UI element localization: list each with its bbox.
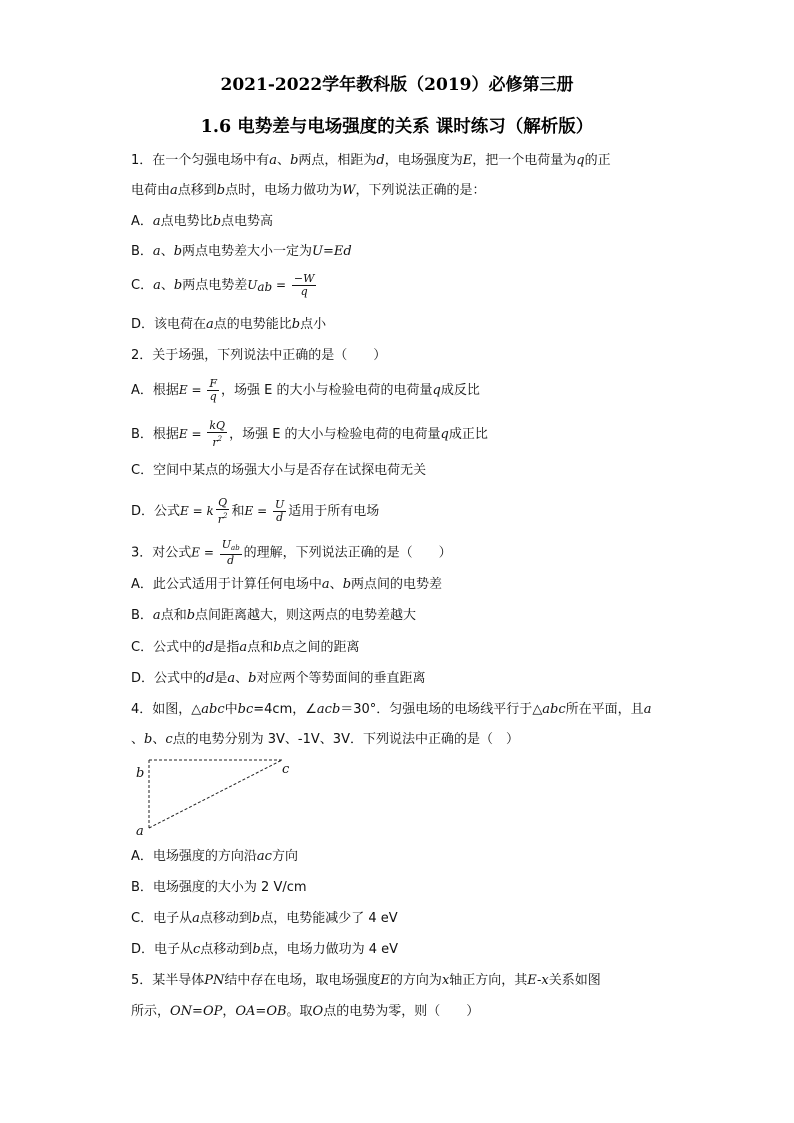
var-E: E bbox=[191, 545, 201, 560]
text: 电荷由 bbox=[131, 183, 171, 198]
superscript-2: 2 bbox=[217, 435, 223, 443]
text: 1．在一个匀强电场中有 bbox=[131, 153, 270, 168]
var-b: b bbox=[252, 942, 261, 957]
var-q: q bbox=[432, 383, 441, 398]
q2-option-a bbox=[131, 378, 480, 403]
var-W: W bbox=[342, 183, 356, 198]
var-q: q bbox=[576, 153, 585, 168]
eq-oa-ob: OA=OB bbox=[235, 1004, 287, 1019]
q5-stem-line-2 bbox=[131, 1003, 479, 1021]
q1-option-d bbox=[131, 316, 326, 334]
var-a: a bbox=[269, 153, 278, 168]
var-a: a bbox=[152, 214, 161, 229]
triangle-abc-figure bbox=[132, 756, 302, 838]
var-b: b bbox=[273, 640, 282, 655]
q5-stem-line-1 bbox=[131, 972, 601, 990]
denominator bbox=[207, 433, 227, 449]
eq-on-op: ON=OP bbox=[170, 1004, 223, 1019]
text: D．公式中的 bbox=[131, 671, 207, 686]
q4-option-b: B．电场强度的大小为 2 V/cm bbox=[131, 880, 307, 895]
var-a: a bbox=[321, 577, 330, 592]
equals-sign: = bbox=[187, 427, 206, 441]
var-d: d bbox=[206, 671, 215, 686]
var-b: b bbox=[290, 153, 299, 168]
text: 点移动到 bbox=[199, 911, 252, 926]
var-E: E bbox=[178, 427, 188, 441]
equals-sign: = bbox=[188, 504, 207, 518]
fraction-f-over-q bbox=[207, 378, 219, 403]
var-b: b bbox=[186, 608, 196, 623]
text: 轴正方向，其 bbox=[449, 973, 528, 988]
text: D．电子从 bbox=[131, 942, 194, 957]
fraction-kq-over-r2 bbox=[207, 420, 227, 449]
text: 的理解，下列说法正确的是（ ） bbox=[243, 545, 452, 561]
var-q: q bbox=[440, 427, 449, 442]
var-a: a bbox=[192, 911, 200, 926]
text: 点和 bbox=[247, 640, 274, 655]
text: 关系如图 bbox=[548, 973, 601, 988]
text: 、 bbox=[235, 671, 249, 686]
doc-title-line-2: 1.6 电势差与电场强度的关系 课时练习（解析版） bbox=[200, 117, 594, 137]
text: 5．某半导体 bbox=[131, 973, 205, 988]
var-a: a bbox=[227, 671, 236, 686]
numerator: kQ bbox=[209, 419, 226, 432]
q4-stem-line-1 bbox=[131, 701, 651, 719]
text: B．根据 bbox=[131, 427, 179, 442]
equals-sign: = bbox=[253, 504, 271, 518]
var-U: U bbox=[221, 538, 232, 551]
q1-stem-line-2 bbox=[131, 182, 486, 200]
var-b: b bbox=[212, 214, 222, 229]
text: 是指 bbox=[213, 640, 240, 655]
denominator: d bbox=[276, 511, 284, 524]
text: ，电场强度为 bbox=[384, 153, 463, 168]
text: 两点间的电势差 bbox=[351, 577, 443, 592]
var-b: b bbox=[216, 183, 226, 198]
text: C．公式中的 bbox=[131, 640, 206, 655]
text: ，场强 E 的大小与检验电荷的电荷量 bbox=[221, 383, 433, 398]
text: 点，电势能减少了 4 eV bbox=[260, 911, 398, 926]
subscript-ab: ab bbox=[231, 544, 240, 552]
text: 、 bbox=[160, 278, 174, 293]
text: A．电场强度的方向沿 bbox=[131, 849, 257, 864]
var-U: U bbox=[247, 278, 258, 292]
q1-option-b bbox=[131, 243, 352, 261]
text: B． bbox=[131, 244, 153, 259]
var-b: b bbox=[144, 732, 153, 747]
var-a: a bbox=[206, 317, 214, 332]
text: 点之间的距离 bbox=[281, 640, 360, 655]
var-b: b bbox=[173, 244, 183, 259]
formula-u-ed: U=Ed bbox=[312, 244, 352, 259]
text: 点电势高 bbox=[221, 214, 274, 229]
text: =4cm，∠ bbox=[253, 702, 317, 717]
denominator bbox=[216, 510, 230, 526]
numerator: −W bbox=[293, 272, 315, 285]
text: 方向 bbox=[271, 849, 298, 864]
denominator: q bbox=[300, 285, 308, 298]
text: 对应两个等势面间的垂直距离 bbox=[256, 671, 426, 686]
var-E: E bbox=[462, 153, 473, 168]
text: 两点，相距为 bbox=[298, 153, 377, 168]
text: ，场强 E 的大小与检验电荷的电荷量 bbox=[229, 427, 441, 442]
var-e-x: E-x bbox=[527, 973, 549, 988]
q4-stem-line-2 bbox=[131, 731, 519, 749]
text: 和 bbox=[231, 504, 245, 519]
numerator bbox=[220, 539, 242, 555]
equals-sign: = bbox=[200, 545, 218, 560]
q1-option-a bbox=[131, 213, 273, 231]
text: 点的电势为零，则（ ） bbox=[323, 1004, 480, 1019]
text: A． bbox=[131, 214, 153, 229]
var-O: O bbox=[312, 1004, 324, 1019]
var-ac: ac bbox=[256, 849, 272, 864]
q3-stem bbox=[131, 539, 452, 567]
text: 所在平面，且 bbox=[565, 702, 644, 717]
text: 点间距离越大，则这两点的电势差越大 bbox=[195, 608, 417, 623]
doc-title-line-1: 2021-2022学年教科版（2019）必修第三册 bbox=[220, 75, 574, 95]
text: C．电子从 bbox=[131, 911, 193, 926]
var-E: E bbox=[244, 504, 254, 518]
text: D．公式 bbox=[131, 504, 181, 519]
text: C． bbox=[131, 278, 154, 293]
var-r: r bbox=[212, 436, 218, 449]
fraction-uab-over-d bbox=[220, 539, 242, 567]
var-pn: PN bbox=[204, 973, 225, 988]
q2-option-b bbox=[131, 420, 488, 449]
var-a: a bbox=[153, 278, 161, 293]
text: 所示， bbox=[131, 1004, 171, 1019]
var-r: r bbox=[217, 513, 224, 526]
var-b: b bbox=[251, 911, 261, 926]
var-a: a bbox=[152, 608, 161, 623]
text: 点移动到 bbox=[200, 942, 253, 957]
text: 、 bbox=[329, 577, 343, 592]
var-c: c bbox=[165, 732, 173, 747]
superscript-2: 2 bbox=[223, 512, 228, 520]
q2-stem: 2．关于场强，下列说法中正确的是（ ） bbox=[131, 348, 387, 363]
text: 的正 bbox=[584, 153, 611, 168]
text: ＝30°．匀强电场的电场线平行于 bbox=[340, 702, 533, 717]
text: 成反比 bbox=[440, 383, 480, 398]
text: A．根据 bbox=[131, 383, 179, 398]
var-b: b bbox=[173, 278, 183, 293]
q4-option-c bbox=[131, 910, 398, 928]
triangle-abc: △abc bbox=[532, 702, 566, 717]
text: B． bbox=[131, 608, 153, 623]
denominator: q bbox=[209, 390, 217, 403]
var-a: a bbox=[170, 183, 178, 198]
text: 、 bbox=[131, 732, 145, 747]
var-d: d bbox=[376, 153, 385, 168]
text: 、 bbox=[277, 153, 291, 168]
text: 点移到 bbox=[177, 183, 217, 198]
fraction-q-over-r2 bbox=[216, 497, 230, 526]
text: D．该电荷在 bbox=[131, 317, 207, 332]
text: 点的电势能比 bbox=[213, 317, 292, 332]
q3-option-d bbox=[131, 670, 425, 688]
denominator: d bbox=[227, 554, 235, 567]
text: ，把一个电荷量为 bbox=[472, 153, 577, 168]
text: 点，电场力做功为 4 eV bbox=[260, 942, 399, 957]
fraction-minus-w-over-q bbox=[292, 273, 317, 298]
text: 、 bbox=[160, 244, 174, 259]
q3-option-a bbox=[131, 576, 442, 594]
var-c: c bbox=[193, 942, 201, 957]
label-c: c bbox=[282, 762, 290, 777]
var-E: E bbox=[380, 973, 390, 988]
q4-option-d bbox=[131, 941, 398, 959]
var-E: E bbox=[178, 383, 188, 397]
var-a: a bbox=[239, 640, 248, 655]
var-b: b bbox=[248, 671, 257, 686]
text: 结中存在电场，取电场强度 bbox=[224, 973, 381, 988]
var-d: d bbox=[205, 640, 214, 655]
text: 中 bbox=[224, 702, 238, 717]
q3-option-c bbox=[131, 639, 360, 657]
var-b: b bbox=[342, 577, 352, 592]
text: 适用于所有电场 bbox=[288, 504, 380, 519]
equals-sign: = bbox=[187, 383, 206, 397]
numerator: Q bbox=[216, 497, 230, 510]
q2-option-c: C．空间中某点的场强大小与是否存在试探电荷无关 bbox=[131, 463, 427, 478]
var-x: x bbox=[441, 973, 450, 988]
q4-option-a bbox=[131, 848, 298, 866]
subscript-ab: ab bbox=[257, 280, 273, 294]
text: 点的电势分别为 3V、-1V、3V．下列说法中正确的是（ ） bbox=[172, 732, 519, 747]
numerator: F bbox=[209, 377, 217, 390]
text: 点小 bbox=[300, 317, 327, 332]
text: ，下列说法正确的是： bbox=[355, 183, 486, 198]
numerator: U bbox=[274, 498, 285, 511]
var-a: a bbox=[152, 244, 161, 259]
text: 的方向为 bbox=[389, 973, 442, 988]
var-a: a bbox=[643, 702, 652, 717]
text: 、 bbox=[152, 732, 166, 747]
equals-sign: = bbox=[272, 278, 290, 292]
text: ， bbox=[222, 1004, 236, 1019]
text: 两点电势差 bbox=[182, 278, 248, 293]
triangle-abc: △abc bbox=[191, 702, 225, 717]
q1-option-c bbox=[131, 273, 318, 298]
q2-option-d bbox=[131, 497, 379, 526]
text: 点和 bbox=[160, 608, 187, 623]
text: 3．对公式 bbox=[131, 545, 192, 561]
text: 点时，电场力做功为 bbox=[225, 183, 343, 198]
side-ac bbox=[149, 760, 282, 828]
var-k: k bbox=[206, 504, 214, 518]
text: 4．如图， bbox=[131, 702, 192, 717]
text: 。取 bbox=[286, 1004, 313, 1019]
q1-stem-line-1 bbox=[131, 152, 611, 170]
fraction-u-over-d bbox=[273, 499, 286, 524]
text: 两点电势差大小一定为 bbox=[182, 244, 313, 259]
label-a: a bbox=[136, 824, 144, 838]
angle-acb: acb bbox=[316, 702, 341, 717]
var-b: b bbox=[291, 317, 301, 332]
text: 点电势比 bbox=[160, 214, 213, 229]
var-E: E bbox=[180, 504, 189, 518]
text: A．此公式适用于计算任何电场中 bbox=[131, 577, 322, 592]
var-bc: bc bbox=[237, 702, 254, 717]
q3-option-b bbox=[131, 607, 416, 625]
text: 是 bbox=[214, 671, 228, 686]
text: 成正比 bbox=[448, 427, 488, 442]
label-b: b bbox=[136, 766, 145, 781]
